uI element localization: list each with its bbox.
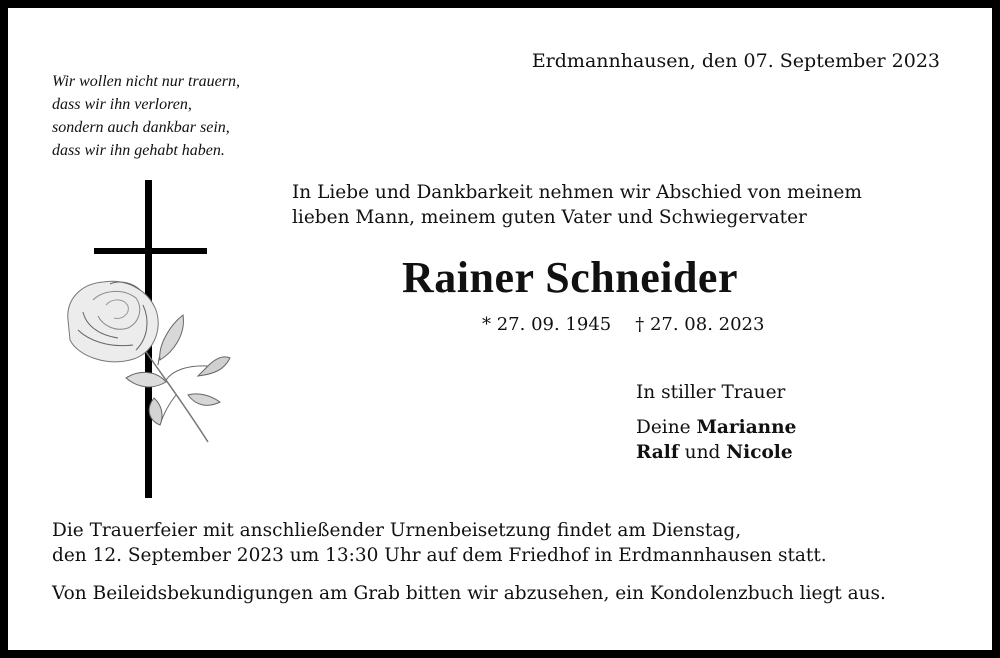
mourner-line [636,415,796,440]
mourner-child: Ralf [636,442,679,463]
poem-line: dass wir ihn gehabt haben. [52,142,225,159]
mourner-line [636,440,796,465]
memorial-poem [52,70,240,162]
death-date: † 27. 08. 2023 [635,314,765,335]
service-line: den 12. September 2023 um 13:30 Uhr auf dem Friedhof in Erdmannhausen statt. [52,545,827,566]
poem-line: Wir wollen nicht nur trauern, [52,73,240,90]
life-dates [482,314,764,335]
intro-line: In Liebe und Dankbarkeit nehmen wir Abschied von meinem [292,182,862,203]
cross-with-rose-illustration [48,180,248,500]
mourner-prefix: Deine [636,417,691,438]
deceased-name: Rainer Schneider [402,253,738,302]
farewell-intro [292,180,862,230]
funeral-service-info [52,518,827,568]
mourners-block [636,380,796,465]
intro-line: lieben Mann, meinem guten Vater und Schwiegervater [292,207,807,228]
birth-date: * 27. 09. 1945 [482,314,612,335]
mourner-child-partner: Nicole [726,442,793,463]
poem-line: sondern auch dankbar sein, [52,119,230,136]
condolence-note: Von Beileidsbekundigungen am Grab bitten wir abzusehen, ein Kondolenzbuch liegt aus. [52,583,886,604]
obituary-notice [8,8,992,650]
poem-line: dass wir ihn verloren, [52,96,192,113]
place-date: Erdmannhausen, den 07. September 2023 [531,50,940,72]
mourning-intro: In stiller Trauer [636,382,786,403]
mourner-spouse: Marianne [696,417,797,438]
service-line: Die Trauerfeier mit anschließender Urnenbeisetzung findet am Dienstag, [52,520,742,541]
mourner-conjunction: und [684,442,721,463]
